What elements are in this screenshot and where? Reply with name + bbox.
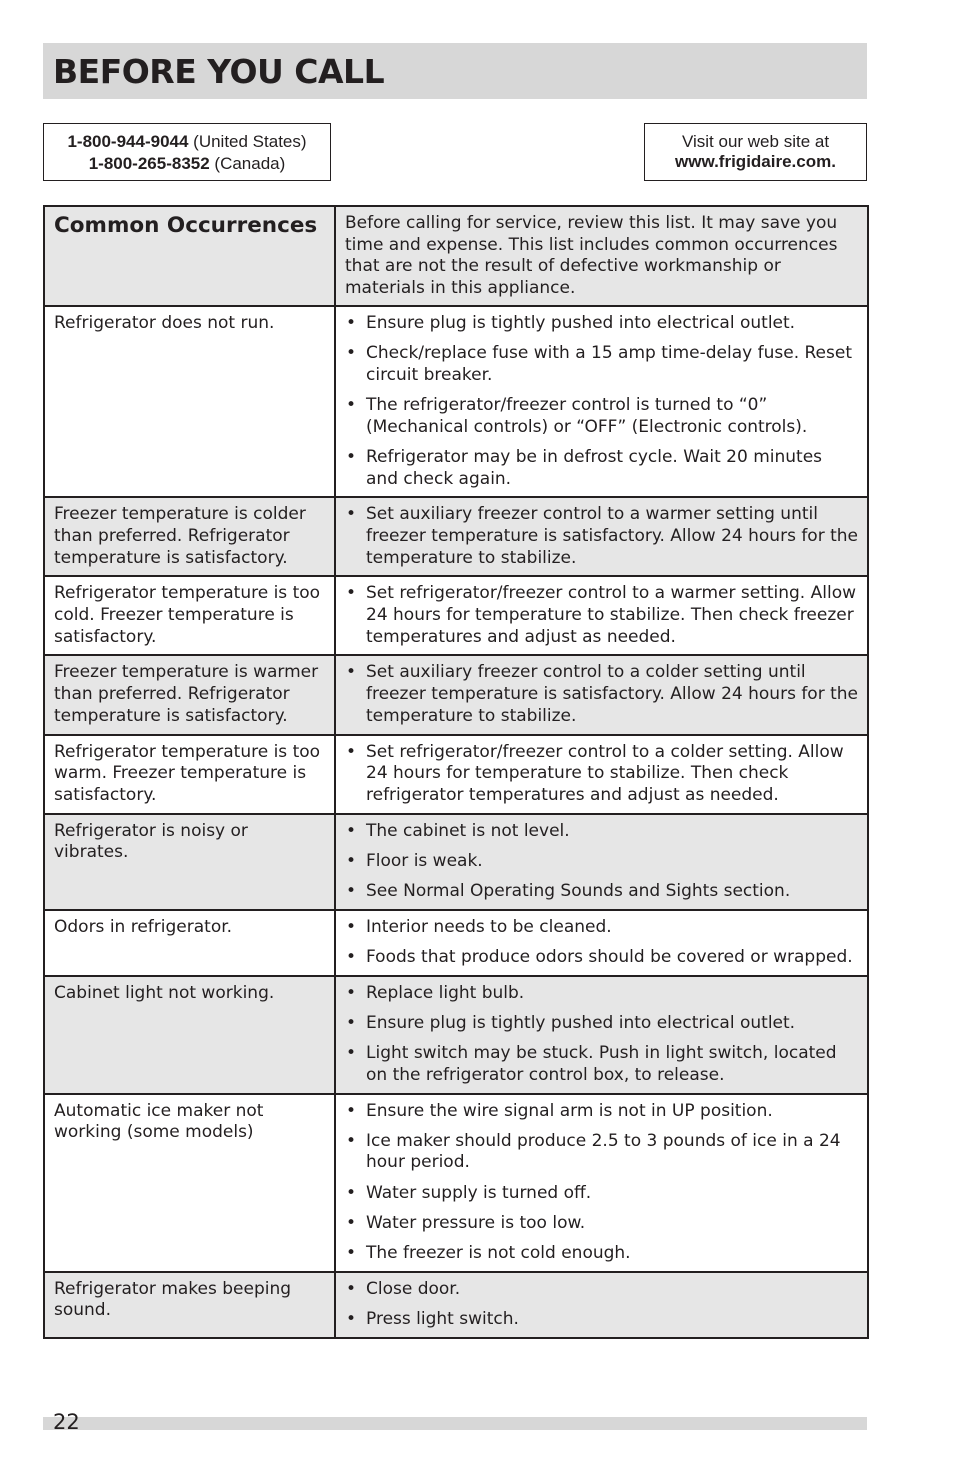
canada-phone-number: 1-800-265-8352	[88, 154, 210, 173]
us-phone-label: (United States)	[188, 132, 307, 151]
table-row	[44, 497, 868, 576]
troubleshooting-table	[43, 205, 869, 1339]
solution-item: • Interior needs to be cleaned.	[345, 917, 859, 939]
solution-item: • Set auxiliary freezer control to a colder setting until freezer temperature is satisfactory. Allow 24 hours for the temperature to stabilize.	[345, 662, 859, 727]
solution-item: • The freezer is not cold enough.	[345, 1243, 859, 1265]
solution-list	[345, 983, 859, 1087]
footer-bar	[43, 1417, 867, 1430]
solution-item: • Ensure plug is tightly pushed into electrical outlet.	[345, 1013, 859, 1035]
solution-cell	[335, 306, 868, 497]
problem-cell: Cabinet light not working.	[44, 976, 335, 1094]
solution-cell	[335, 576, 868, 655]
page-title: BEFORE YOU CALL	[53, 52, 385, 91]
solution-list	[345, 917, 859, 969]
website-box	[644, 123, 867, 181]
solution-item: • Replace light bulb.	[345, 983, 859, 1005]
solution-item: • Light switch may be stuck. Push in light switch, located on the refrigerator control box, to release.	[345, 1043, 859, 1086]
phone-contact-box	[43, 123, 331, 181]
solution-item: • Ensure plug is tightly pushed into electrical outlet.	[345, 313, 859, 335]
solution-item: • Floor is weak.	[345, 851, 859, 873]
solution-list	[345, 662, 859, 727]
solution-item: • Ensure the wire signal arm is not in UP position.	[345, 1101, 859, 1123]
solution-item: • Check/replace fuse with a 15 amp time-delay fuse. Reset circuit breaker.	[345, 343, 859, 386]
solution-item: • Set auxiliary freezer control to a warmer setting until freezer temperature is satisfactory. Allow 24 hours for the temperature to stabilize.	[345, 504, 859, 569]
canada-phone-label: (Canada)	[209, 154, 286, 173]
us-phone-line	[44, 131, 330, 153]
solution-item: • Press light switch.	[345, 1309, 859, 1331]
table-heading: Common Occurrences	[44, 206, 335, 306]
solution-item: • Refrigerator may be in defrost cycle. Wait 20 minutes and check again.	[345, 447, 859, 490]
solution-list	[345, 742, 859, 807]
solution-item: • Close door.	[345, 1279, 859, 1301]
problem-cell: Refrigerator makes beeping sound.	[44, 1272, 335, 1338]
solution-list	[345, 583, 859, 648]
solution-item: • Ice maker should produce 2.5 to 3 pounds of ice in a 24 hour period.	[345, 1131, 859, 1174]
table-row	[44, 1094, 868, 1272]
website-intro: Visit our web site at	[681, 132, 830, 151]
table-row	[44, 306, 868, 497]
solution-item: • The cabinet is not level.	[345, 821, 859, 843]
table-row	[44, 655, 868, 734]
solution-cell	[335, 655, 868, 734]
solution-list	[345, 313, 859, 490]
problem-cell: Odors in refrigerator.	[44, 910, 335, 976]
solution-list	[345, 1279, 859, 1331]
solution-item: • Foods that produce odors should be covered or wrapped.	[345, 947, 859, 969]
problem-cell: Refrigerator temperature is too cold. Freezer temperature is satisfactory.	[44, 576, 335, 655]
solution-cell	[335, 1272, 868, 1338]
page-number: 22	[53, 1410, 80, 1434]
solution-item: • Water supply is turned off.	[345, 1183, 859, 1205]
table-row	[44, 976, 868, 1094]
solution-cell	[335, 1094, 868, 1272]
solution-item: • Water pressure is too low.	[345, 1213, 859, 1235]
website-url: www.frigidaire.com.	[675, 152, 836, 171]
table-row	[44, 814, 868, 910]
header-bar	[43, 43, 867, 99]
problem-cell: Automatic ice maker not working (some models)	[44, 1094, 335, 1272]
table-intro: Before calling for service, review this list. It may save you time and expense. This list includes common occurrences that are not the result of defective workmanship or materials in this appliance.	[335, 206, 868, 306]
solution-cell	[335, 910, 868, 976]
solution-cell	[335, 814, 868, 910]
us-phone-number: 1-800-944-9044	[67, 132, 189, 151]
solution-item: • Set refrigerator/freezer control to a warmer setting. Allow 24 hours for temperature to stabilize. Then check freezer temperatures and adjust as needed.	[345, 583, 859, 648]
solution-item: • See Normal Operating Sounds and Sights section.	[345, 881, 859, 903]
problem-cell: Refrigerator temperature is too warm. Freezer temperature is satisfactory.	[44, 735, 335, 814]
table-header-row	[44, 206, 868, 306]
solution-cell	[335, 976, 868, 1094]
solution-cell	[335, 497, 868, 576]
problem-cell: Refrigerator does not run.	[44, 306, 335, 497]
table-row	[44, 1272, 868, 1338]
troubleshooting-body	[44, 206, 868, 1338]
table-row	[44, 735, 868, 814]
canada-phone-line	[44, 153, 330, 175]
table-row	[44, 910, 868, 976]
table-row	[44, 576, 868, 655]
problem-cell: Freezer temperature is warmer than preferred. Refrigerator temperature is satisfactory.	[44, 655, 335, 734]
problem-cell: Freezer temperature is colder than preferred. Refrigerator temperature is satisfactory.	[44, 497, 335, 576]
solution-list	[345, 1101, 859, 1265]
solution-cell	[335, 735, 868, 814]
solution-item: • Set refrigerator/freezer control to a colder setting. Allow 24 hours for temperature to stabilize. Then check refrigerator temperatures and adjust as needed.	[345, 742, 859, 807]
solution-list	[345, 821, 859, 903]
solution-list	[345, 504, 859, 569]
problem-cell: Refrigerator is noisy or vibrates.	[44, 814, 335, 910]
solution-item: • The refrigerator/freezer control is turned to “0” (Mechanical controls) or “OFF” (Electronic controls).	[345, 395, 859, 438]
